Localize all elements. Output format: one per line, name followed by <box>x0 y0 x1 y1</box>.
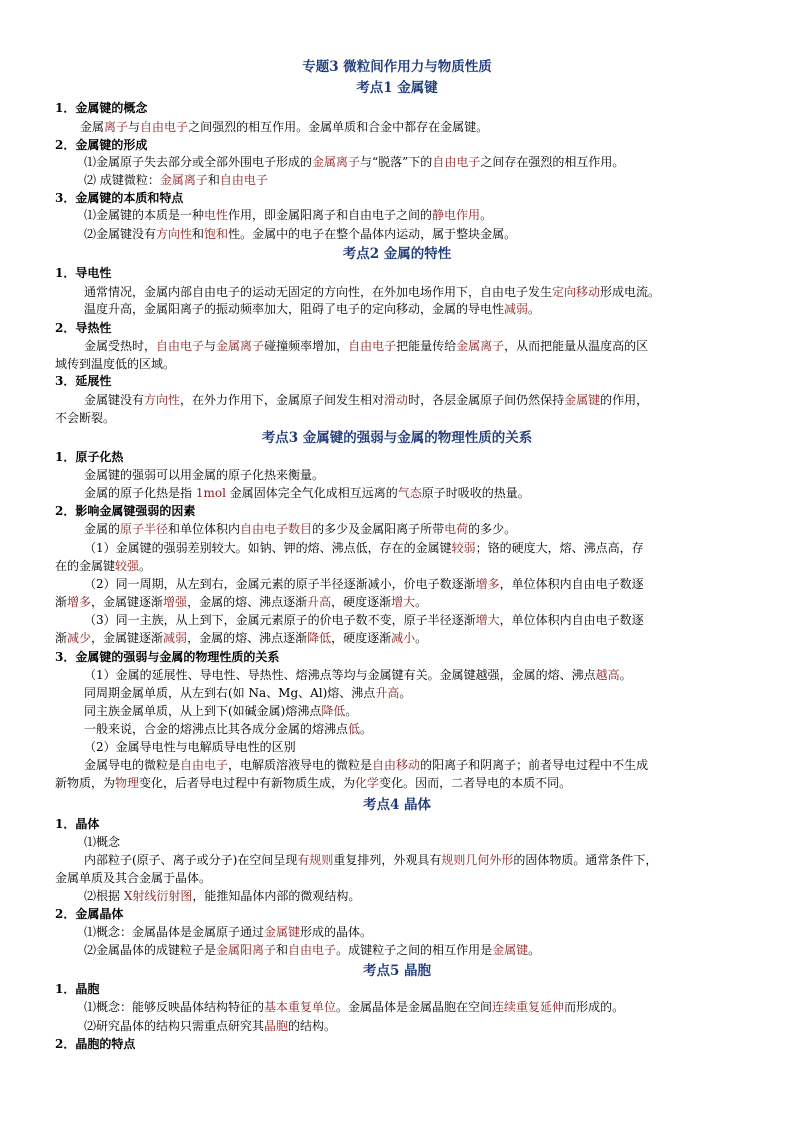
text-line <box>55 870 211 887</box>
text-segment: 3．金属键的本质和特点 <box>55 191 184 205</box>
highlight-term: 原子半径 <box>120 522 169 536</box>
subheading-line <box>55 816 99 833</box>
highlight-term: 化学 <box>355 776 380 790</box>
text-segment: 而形成的。 <box>564 1000 625 1014</box>
text-segment: 1．导电性 <box>55 266 112 280</box>
text-line <box>84 739 296 756</box>
text-segment: ⑴概念：能够反映晶体结构特征的 <box>84 1000 265 1014</box>
text-line <box>84 721 372 738</box>
text-segment: 渐 <box>55 631 68 645</box>
highlight-term: 方向性 <box>156 227 193 241</box>
highlight-term: 增多 <box>67 595 92 609</box>
text-line <box>84 576 644 593</box>
text-segment: ⑵研究晶体的结构只需重点研究其 <box>84 1019 265 1033</box>
text-line <box>84 154 624 171</box>
highlight-term: 自由电子 <box>180 758 229 772</box>
text-segment: ，硬度逐渐 <box>331 595 392 609</box>
text-segment: 的多少及金属阳离子所带 <box>312 522 445 536</box>
text-segment: 形成电流。 <box>600 285 661 299</box>
text-segment: 1．金属键的概念 <box>55 101 148 115</box>
text-segment: 。 <box>345 704 358 718</box>
text-segment: 性。金属中的电子在整个晶体内运动，属于整块金属。 <box>228 227 517 241</box>
text-segment: 金属键的强弱可以用金属的原子化热来衡量。 <box>84 468 325 482</box>
text-segment: 把能量传给 <box>396 339 457 353</box>
subheading-line <box>55 649 279 666</box>
text-segment: 。 <box>528 943 541 957</box>
text-segment: 渐 <box>55 595 68 609</box>
highlight-term: 减小 <box>391 631 416 645</box>
text-segment: ⑴概念：金属晶体是金属原子通过 <box>84 925 265 939</box>
text-segment: 同主族金属单质，从上到下(如碱金属)熔沸点 <box>84 704 322 718</box>
highlight-term: 自由电子 <box>432 155 481 169</box>
text-segment: 和 <box>276 943 289 957</box>
highlight-term: 金属键 <box>264 925 301 939</box>
highlight-term: 有规则 <box>297 853 334 867</box>
highlight-term: 自由电子 <box>219 173 268 187</box>
text-segment: 。 <box>480 208 493 222</box>
text-segment: 不会断裂。 <box>55 411 116 425</box>
text-segment: 2．导热性 <box>55 321 112 335</box>
subheading-line <box>55 906 123 923</box>
text-segment: 域传到温度低的区域。 <box>55 357 176 371</box>
text-segment: 与 <box>204 339 217 353</box>
section-heading-3: 考点3 金属键的强弱与金属的物理性质的关系 <box>261 430 533 446</box>
text-line <box>84 667 632 684</box>
text-line <box>84 924 372 941</box>
text-line <box>84 392 648 409</box>
text-segment: ，单位体积内自由电子数逐 <box>499 613 644 627</box>
highlight-term: 离子 <box>104 120 129 134</box>
highlight-term: 增大 <box>475 613 500 627</box>
subheading-line <box>55 265 111 282</box>
text-line <box>84 999 624 1016</box>
text-segment: ，电解质溶液导电的微粒是 <box>228 758 373 772</box>
text-line <box>84 852 657 869</box>
highlight-term: 静电作用 <box>432 208 481 222</box>
text-segment: 一般来说，合金的熔沸点比其各成分金属的熔沸点 <box>84 722 349 736</box>
text-segment: 和 <box>207 173 220 187</box>
highlight-term: 金属阳离子 <box>216 943 277 957</box>
section-heading-1: 考点1 金属键 <box>356 80 438 96</box>
highlight-term: 滑动 <box>384 393 409 407</box>
text-segment: 同周期金属单质，从左到右(如 Na、Mg、Al)熔、沸点 <box>84 686 376 700</box>
text-segment: 金属的原子化热是指 <box>84 486 196 500</box>
text-line <box>84 612 644 629</box>
text-segment: ⑴概念 <box>84 835 121 849</box>
text-segment: 的作用， <box>600 393 649 407</box>
highlight-term: 基本重复单位 <box>264 1000 337 1014</box>
text-segment: 时，各层金属原子间仍然保持 <box>408 393 565 407</box>
section-heading-5: 考点5 晶胞 <box>362 963 432 979</box>
text-segment: 通常情况，金属内部自由电子的运动无固定的方向性，在外加电场作用下，自由电子发生 <box>84 285 553 299</box>
text-segment: 。 <box>360 722 373 736</box>
highlight-term: 减少 <box>67 631 92 645</box>
highlight-term: 增强 <box>163 595 188 609</box>
text-segment: 1．原子化热 <box>55 450 124 464</box>
highlight-term: 规则几何外形 <box>441 853 514 867</box>
text-segment: （1）金属键的强弱差别较大。如钠、钾的熔、沸点低，存在的金属键 <box>84 541 452 555</box>
text-segment: 之间强烈的相互作用。金属单质和合金中都存在金属键。 <box>188 120 489 134</box>
text-segment: 与“脱落”下的 <box>360 155 433 169</box>
highlight-term: 自由移动 <box>372 758 421 772</box>
text-segment: 金属的 <box>84 522 121 536</box>
text-segment: （2）同一周期，从左到右，金属元素的原子半径逐渐减小，价电子数逐渐 <box>84 577 476 591</box>
text-line <box>55 775 571 792</box>
highlight-term: 金属离子 <box>312 155 361 169</box>
highlight-term: 1mol <box>195 486 226 500</box>
subheading-line <box>55 981 99 998</box>
text-segment: 。 <box>415 631 428 645</box>
text-segment: 。 <box>139 559 152 573</box>
subheading-line <box>55 320 111 337</box>
text-line <box>55 410 115 427</box>
text-segment: ，能推知晶体内部的微观结构。 <box>192 889 361 903</box>
highlight-term: 增多 <box>475 577 500 591</box>
text-segment: （3）同一主族，从上到下，金属元素原子的价电子数不变，原子半径逐渐 <box>84 613 476 627</box>
text-line <box>84 226 516 243</box>
text-segment: 内部粒子(原子、离子或分子)在空间呈现 <box>84 853 298 867</box>
subheading-line <box>55 190 183 207</box>
subheading-line <box>55 100 147 117</box>
text-segment: 。 <box>399 686 412 700</box>
highlight-term: 降低 <box>307 631 332 645</box>
text-segment: 。成键粒子之间的相互作用是 <box>336 943 493 957</box>
text-line <box>84 540 644 557</box>
highlight-term: 升高 <box>307 595 332 609</box>
text-segment: ；铬的硬度大，熔、沸点高，存 <box>475 541 644 555</box>
highlight-term: 电性 <box>204 208 229 222</box>
highlight-term: 自由电子数目 <box>240 522 313 536</box>
highlight-term: 较弱 <box>451 541 476 555</box>
section-heading-4: 考点4 晶体 <box>362 797 432 813</box>
text-segment: 2．金属晶体 <box>55 907 124 921</box>
text-segment: ，硬度逐渐 <box>331 631 392 645</box>
highlight-term: 减弱 <box>504 302 529 316</box>
text-line <box>84 485 530 502</box>
text-segment: 之间存在强烈的相互作用。 <box>480 155 625 169</box>
highlight-term: 方向性 <box>144 393 181 407</box>
highlight-term: 金属离子 <box>456 339 505 353</box>
text-segment: 1．晶胞 <box>55 982 100 996</box>
text-segment: 温度升高，金属阳离子的振动频率加大，阻碍了电子的定向移动，金属的导电性 <box>84 302 505 316</box>
text-segment: 新物质，为 <box>55 776 116 790</box>
text-segment: 变化。因而，二者导电的本质不同。 <box>379 776 572 790</box>
highlight-term: 减弱 <box>163 631 188 645</box>
highlight-term: 连续重复延伸 <box>492 1000 565 1014</box>
subheading-line <box>55 1036 135 1053</box>
text-line <box>84 338 648 355</box>
subheading-line <box>55 449 123 466</box>
text-segment: 金属单质及其合金属于晶体。 <box>55 871 212 885</box>
text-segment: 的阳离子和阴离子；前者导电过程中不生成 <box>420 758 649 772</box>
highlight-term: 越高 <box>595 668 620 682</box>
text-segment: 2．影响金属键强弱的因素 <box>55 504 196 518</box>
text-segment: 1．晶体 <box>55 817 100 831</box>
highlight-term: 晶胞 <box>264 1019 289 1033</box>
text-segment: 的多少。 <box>468 522 517 536</box>
highlight-term: 物理 <box>115 776 140 790</box>
highlight-term: 电荷 <box>444 522 469 536</box>
text-segment: 3．金属键的强弱与金属的物理性质的关系 <box>55 650 280 664</box>
text-segment: 的结构。 <box>288 1019 337 1033</box>
text-segment: 重复排列，外观具有 <box>333 853 442 867</box>
text-line <box>84 172 268 189</box>
text-segment: 。金属晶体是金属晶胞在空间 <box>336 1000 493 1014</box>
highlight-term: 定向移动 <box>552 285 601 299</box>
highlight-term: 低 <box>348 722 361 736</box>
text-segment: 3．延展性 <box>55 374 112 388</box>
text-segment: 金属固体完全气化成相互远离的 <box>225 486 398 500</box>
text-line <box>80 119 488 136</box>
highlight-term: 金属键 <box>564 393 601 407</box>
text-line <box>84 685 411 702</box>
text-segment: ⑴金属键的本质是一种 <box>84 208 205 222</box>
text-segment: ，单位体积内自由电子数逐 <box>499 577 644 591</box>
text-line <box>84 834 120 851</box>
text-line <box>55 356 175 373</box>
text-segment: ，金属的熔、沸点逐渐 <box>187 631 308 645</box>
text-line <box>84 467 324 484</box>
text-segment: ⑵ 成键微粒： <box>84 173 160 187</box>
highlight-term: 金属离子 <box>159 173 208 187</box>
text-segment: 。 <box>619 668 632 682</box>
text-line <box>84 301 540 318</box>
text-segment: 的固体物质。通常条件下， <box>513 853 658 867</box>
text-segment: 形成的晶体。 <box>300 925 373 939</box>
text-line <box>84 207 492 224</box>
text-segment: ，金属的熔、沸点逐渐 <box>187 595 308 609</box>
text-segment: ，金属键逐渐 <box>91 631 164 645</box>
highlight-term: 自由电子 <box>156 339 205 353</box>
text-segment: ⑵根据 <box>84 889 124 903</box>
text-segment: （1）金属的延展性、导电性、导热性、熔沸点等均与金属键有关。金属键越强，金属的熔、沸点 <box>84 668 596 682</box>
main-title: 专题3 微粒间作用力与物质性质 <box>302 59 492 75</box>
highlight-term: 自由电子 <box>288 943 337 957</box>
text-segment: 变化，后者导电过程中有新物质生成，为 <box>139 776 356 790</box>
text-line <box>84 942 540 959</box>
text-segment: 和单位体积内 <box>168 522 241 536</box>
highlight-term: 升高 <box>375 686 400 700</box>
text-line <box>84 703 357 720</box>
highlight-term: 增大 <box>391 595 416 609</box>
text-segment: 金属 <box>80 120 105 134</box>
text-line <box>55 630 427 647</box>
text-segment: ⑵金属晶体的成键粒子是 <box>84 943 217 957</box>
text-segment: 在的金属键 <box>55 559 116 573</box>
text-line <box>84 1018 336 1035</box>
highlight-term: X射线衍射图 <box>123 889 193 903</box>
subheading-line <box>55 503 195 520</box>
highlight-term: 自由电子 <box>140 120 189 134</box>
section-heading-2: 考点2 金属的特性 <box>342 246 452 262</box>
text-segment: 金属导电的微粒是 <box>84 758 181 772</box>
highlight-term: 饱和 <box>204 227 229 241</box>
text-segment: 2．晶胞的特点 <box>55 1037 136 1051</box>
subheading-line <box>55 373 111 390</box>
text-segment: 碰撞频率增加， <box>264 339 349 353</box>
subheading-line <box>55 137 147 154</box>
text-segment: 原子时吸收的热量。 <box>421 486 530 500</box>
text-segment: ⑵金属键没有 <box>84 227 157 241</box>
text-segment: 和 <box>192 227 205 241</box>
text-segment: 与 <box>128 120 141 134</box>
text-segment: 2．金属键的形成 <box>55 138 148 152</box>
text-segment: （2）金属导电性与电解质导电性的区别 <box>84 740 296 754</box>
text-segment: 。 <box>528 302 541 316</box>
text-segment: ，从而把能量从温度高的区 <box>504 339 649 353</box>
text-segment: 。 <box>415 595 428 609</box>
text-line <box>55 558 151 575</box>
text-segment: ，金属键逐渐 <box>91 595 164 609</box>
text-segment: 作用，即金属阳离子和自由电子之间的 <box>228 208 433 222</box>
text-segment: 金属键没有 <box>84 393 145 407</box>
text-line <box>55 594 427 611</box>
text-segment: 金属受热时， <box>84 339 157 353</box>
highlight-term: 较强 <box>115 559 140 573</box>
highlight-term: 降低 <box>321 704 346 718</box>
text-line <box>84 521 516 538</box>
highlight-term: 金属键 <box>492 943 529 957</box>
highlight-term: 金属离子 <box>216 339 265 353</box>
text-line <box>84 757 648 774</box>
text-segment: ⑴金属原子失去部分或全部外围电子形成的 <box>84 155 313 169</box>
highlight-term: 气态 <box>397 486 422 500</box>
text-line <box>84 888 360 905</box>
text-line <box>84 284 660 301</box>
highlight-term: 自由电子 <box>348 339 397 353</box>
text-segment: ，在外力作用下，金属原子间发生相对 <box>180 393 385 407</box>
